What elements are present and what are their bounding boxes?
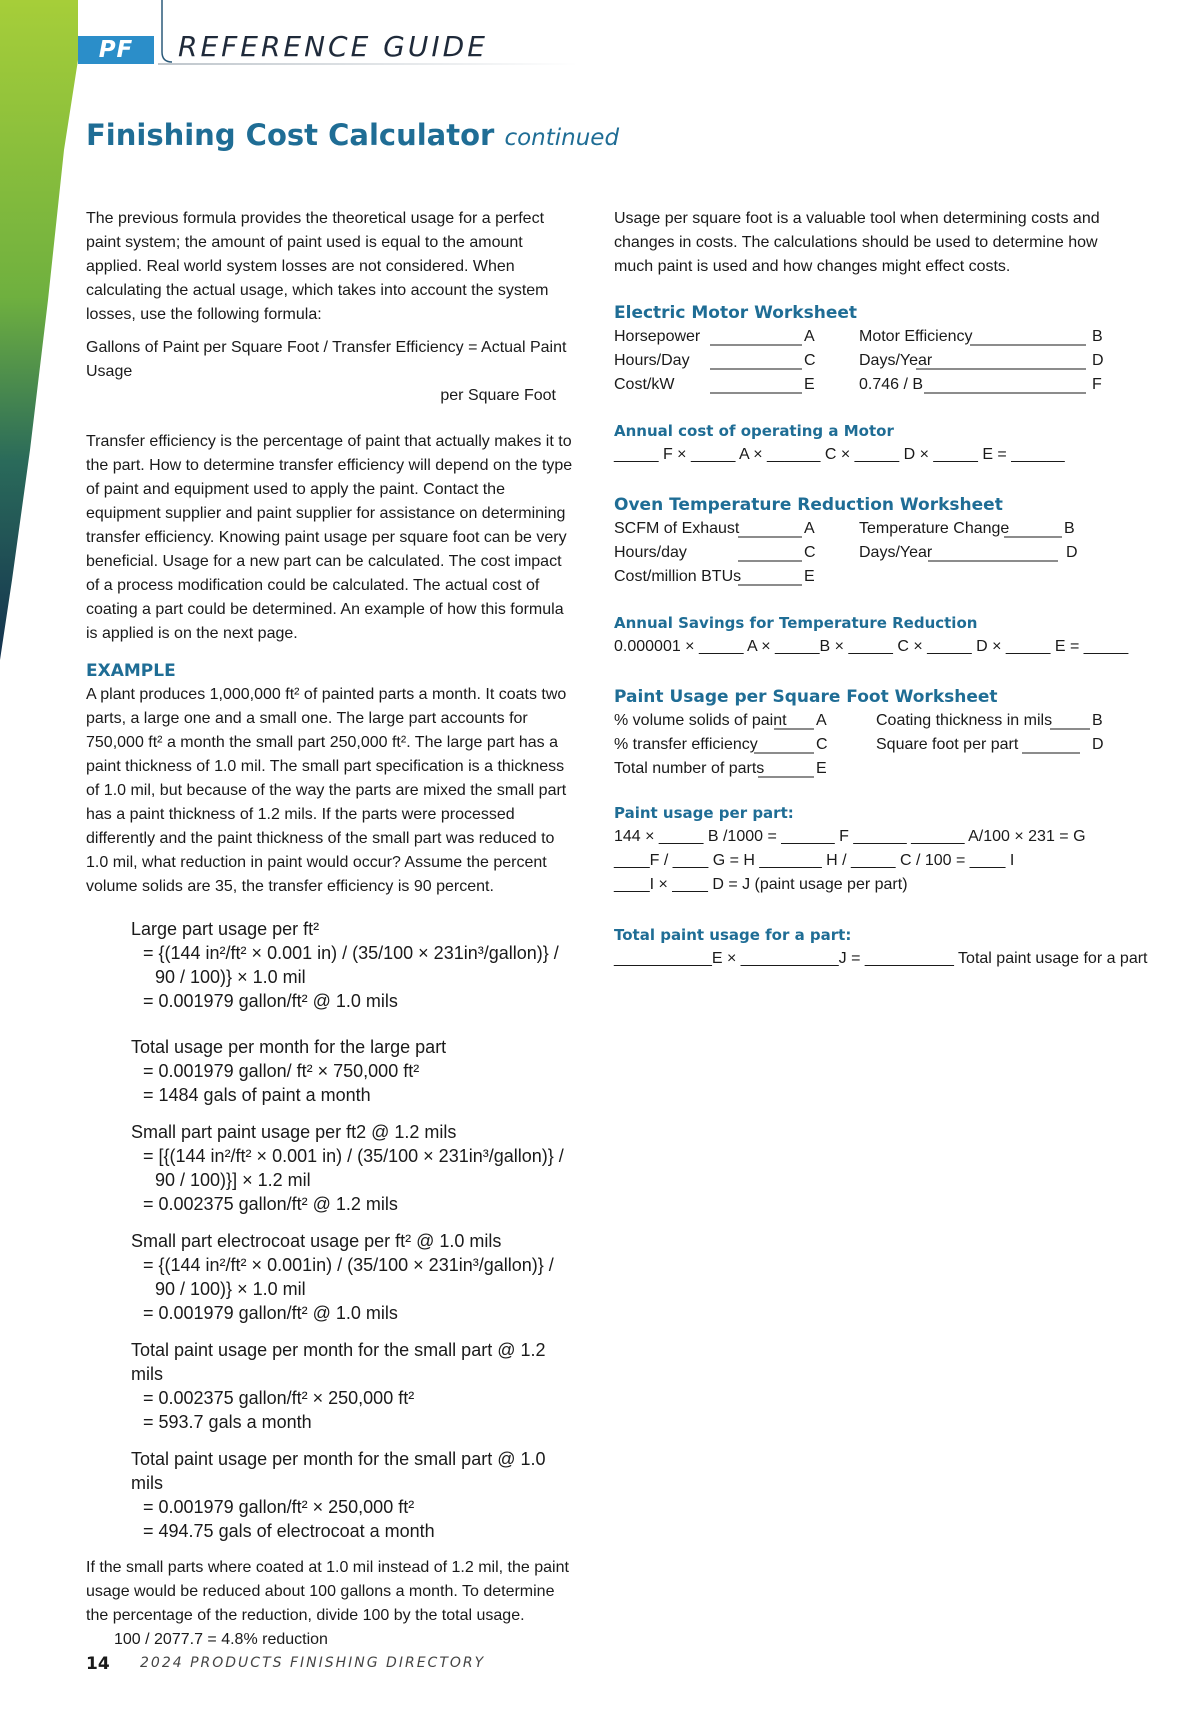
page-title [86, 118, 619, 152]
worksheet-letter: C [816, 736, 828, 753]
header-title: REFERENCE GUIDE [178, 30, 488, 63]
worksheet-label: Hours/Day [614, 352, 690, 369]
worksheet-letter: A [816, 712, 827, 729]
total-paint-usage-heading: Total paint usage for a part: [614, 926, 852, 944]
oven-temperature-worksheet [614, 517, 1104, 589]
calc-block [131, 1338, 576, 1434]
header-divider [158, 0, 174, 64]
worksheet-label: Temperature Change [859, 520, 1010, 537]
worksheet-label: SCFM of Exhaust [614, 520, 740, 537]
calc-title: Large part usage per ft² [131, 919, 320, 939]
formula-line: Gallons of Paint per Square Foot / Transfer Efficiency = Actual Paint Usage [86, 339, 567, 380]
formula-line: per Square Foot [440, 387, 556, 404]
worksheet-label: % volume solids of paint [614, 712, 787, 729]
page-title-suffix: continued [504, 125, 620, 151]
calc-block [131, 1120, 576, 1216]
electric-motor-worksheet [614, 325, 1104, 397]
worksheet-label: Total number of parts [614, 760, 765, 777]
worksheet-label: Coating thickness in mils [876, 712, 1053, 729]
paint-usage-per-part-heading: Paint usage per part: [614, 804, 794, 822]
intro-paragraph: The previous formula provides the theoretical usage for a perfect paint system; the amount of paint used is equal to the amount applied. Real world system losses are not considered. When calculating the actual usage, which takes into account the system losses, use the following formula: [86, 210, 549, 323]
worksheet-label: Horsepower [614, 328, 701, 345]
calc-block [131, 1229, 576, 1325]
annual-savings-heading: Annual Savings for Temperature Reduction [614, 614, 978, 632]
actual-usage-formula [86, 336, 576, 408]
calc-title: Small part electrocoat usage per ft² @ 1.0 mils [131, 1231, 502, 1251]
calc-line: = 0.001979 gallon/ft² @ 1.0 mils [143, 991, 398, 1011]
right-column [614, 207, 1148, 971]
calc-line: = 0.002375 gallon/ft² × 250,000 ft² [143, 1388, 415, 1408]
worksheet-letter: B [1064, 520, 1075, 537]
calc-block [131, 1447, 576, 1543]
calc-line: = {(144 in²/ft² × 0.001in) / (35/100 × 231in³/gallon)} / [143, 1255, 554, 1275]
calc-line: = 1484 gals of paint a month [143, 1085, 371, 1105]
worksheet-label: Days/Year [859, 352, 933, 369]
worksheet-label: Motor Efficiency [859, 328, 973, 345]
calc-line: = [{(144 in²/ft² × 0.001 in) / (35/100 × 231in³/gallon)} / [143, 1146, 564, 1166]
worksheet-letter: E [804, 568, 815, 585]
paint-usage-worksheet [614, 709, 1104, 781]
calc-title: Total usage per month for the large part [131, 1037, 447, 1057]
calc-line: = 0.001979 gallon/ ft² × 750,000 ft² [143, 1061, 420, 1081]
worksheet-letter: F [1092, 376, 1102, 393]
conclusion-result: 100 / 2077.7 = 4.8% reduction [114, 1631, 328, 1648]
worksheet-label: Cost/million BTUs [614, 568, 742, 585]
worksheet-label: Cost/kW [614, 376, 675, 393]
header-rule [158, 63, 578, 65]
per-part-line: 144 × _____ B /1000 = ______ F ______ ______ A/100 × 231 = G [614, 828, 1086, 845]
worksheet-label: Days/Year [859, 544, 933, 561]
page-number: 14 [86, 1654, 110, 1674]
paint-usage-heading: Paint Usage per Square Foot Worksheet [614, 687, 998, 707]
calc-line: 90 / 100)} × 1.0 mil [155, 1279, 306, 1299]
per-part-line: ____F / ____ G = H _______ H / _____ C / 100 = ____ I [614, 852, 1015, 869]
total-paint-usage-formula: ___________E × ___________J = __________ Total paint usage for a part [614, 950, 1148, 967]
worksheet-label: % transfer efficiency [614, 736, 758, 753]
conclusion-paragraph: If the small parts where coated at 1.0 mil instead of 1.2 mil, the paint usage would be reduced about 100 gallons a month. To determine the percentage of the reduction, divide 100 by the total usage. [86, 1559, 569, 1624]
example-paragraph: A plant produces 1,000,000 ft² of painted parts a month. It coats two parts, a large one and a small one. The large part accounts for 750,000 ft² a month the small part 250,000 ft². The large part has a paint thickness of 1.0 mil. The small part specification is a thickness of 1.0 mil, but because of the way the parts are mixed the small part has a paint thickness of 1.2 mils. If the parts were processed differently and the paint thickness of the small part was reduced to 1.0 mil, what reduction in paint would occur? Assume the percent volume solids are 35, the transfer efficiency is 90 percent. [86, 686, 567, 895]
page-title-main: Finishing Cost Calculator [86, 118, 495, 152]
electric-motor-heading: Electric Motor Worksheet [614, 303, 858, 323]
calc-line: 90 / 100)}] × 1.2 mil [155, 1170, 311, 1190]
annual-motor-formula: _____ F × _____ A × ______ C × _____ D × _____ E = ______ [614, 446, 1065, 463]
worksheet-letter: C [804, 352, 816, 369]
calc-line: = 0.001979 gallon/ft² × 250,000 ft² [143, 1497, 415, 1517]
calc-line: = 0.001979 gallon/ft² @ 1.0 mils [143, 1303, 398, 1323]
annual-savings-formula: 0.000001 × _____ A × _____B × _____ C × _____ D × _____ E = _____ [614, 638, 1129, 655]
calc-line: = 494.75 gals of electrocoat a month [143, 1521, 435, 1541]
calc-title: Total paint usage per month for the small part @ 1.0 mils [131, 1449, 546, 1493]
per-part-line: ____I × ____ D = J (paint usage per part) [614, 876, 908, 893]
calc-title: Small part paint usage per ft2 @ 1.2 mils [131, 1122, 457, 1142]
worksheet-letter: A [804, 328, 815, 345]
worksheet-letter: C [804, 544, 816, 561]
calc-line: = {(144 in²/ft² × 0.001 in) / (35/100 × 231in³/gallon)} / [143, 943, 559, 963]
pf-logo: PF [78, 36, 154, 64]
worksheet-letter: B [1092, 328, 1103, 345]
worksheet-label: Square foot per part [876, 736, 1019, 753]
worksheet-letter: E [816, 760, 827, 777]
side-color-band [0, 0, 86, 660]
calculation-list [131, 917, 576, 1543]
worksheet-letter: D [1092, 736, 1104, 753]
worksheet-letter: D [1092, 352, 1104, 369]
calc-line: 90 / 100)} × 1.0 mil [155, 967, 306, 987]
calc-title: Total paint usage per month for the small part @ 1.2 mils [131, 1340, 546, 1384]
annual-motor-heading: Annual cost of operating a Motor [614, 422, 894, 440]
worksheet-label: 0.746 / B [859, 376, 924, 393]
transfer-efficiency-paragraph: Transfer efficiency is the percentage of paint that actually makes it to the part. How to determine transfer efficiency will depend on the type of paint and equipment used to apply the paint. Contact the equipment supplier and paint supplier for assistance on determining transfer efficiency. Knowing paint usage per square foot can be very beneficial. Usage for a new part can be calculated. The cost impact of a process modification could be calculated. The actual cost of coating a part could be determined. An example of how this formula is applied is on the next page. [86, 433, 573, 642]
worksheet-letter: D [1066, 544, 1078, 561]
worksheet-letter: E [804, 376, 815, 393]
calc-line: = 0.002375 gallon/ft² @ 1.2 mils [143, 1194, 398, 1214]
right-intro-paragraph: Usage per square foot is a valuable tool when determining costs and changes in costs. The calculations should be used to determine how much paint is used and how changes might effect costs. [614, 210, 1100, 275]
left-column [86, 207, 576, 1652]
calc-block [131, 917, 576, 1013]
worksheet-letter: A [804, 520, 815, 537]
footer-publication: 2024 PRODUCTS FINISHING DIRECTORY [140, 1655, 486, 1671]
worksheet-label: Hours/day [614, 544, 687, 561]
worksheet-letter: B [1092, 712, 1103, 729]
calc-line: = 593.7 gals a month [143, 1412, 312, 1432]
example-heading: EXAMPLE [86, 661, 176, 681]
oven-temperature-heading: Oven Temperature Reduction Worksheet [614, 495, 1003, 515]
calc-block [131, 1035, 576, 1107]
